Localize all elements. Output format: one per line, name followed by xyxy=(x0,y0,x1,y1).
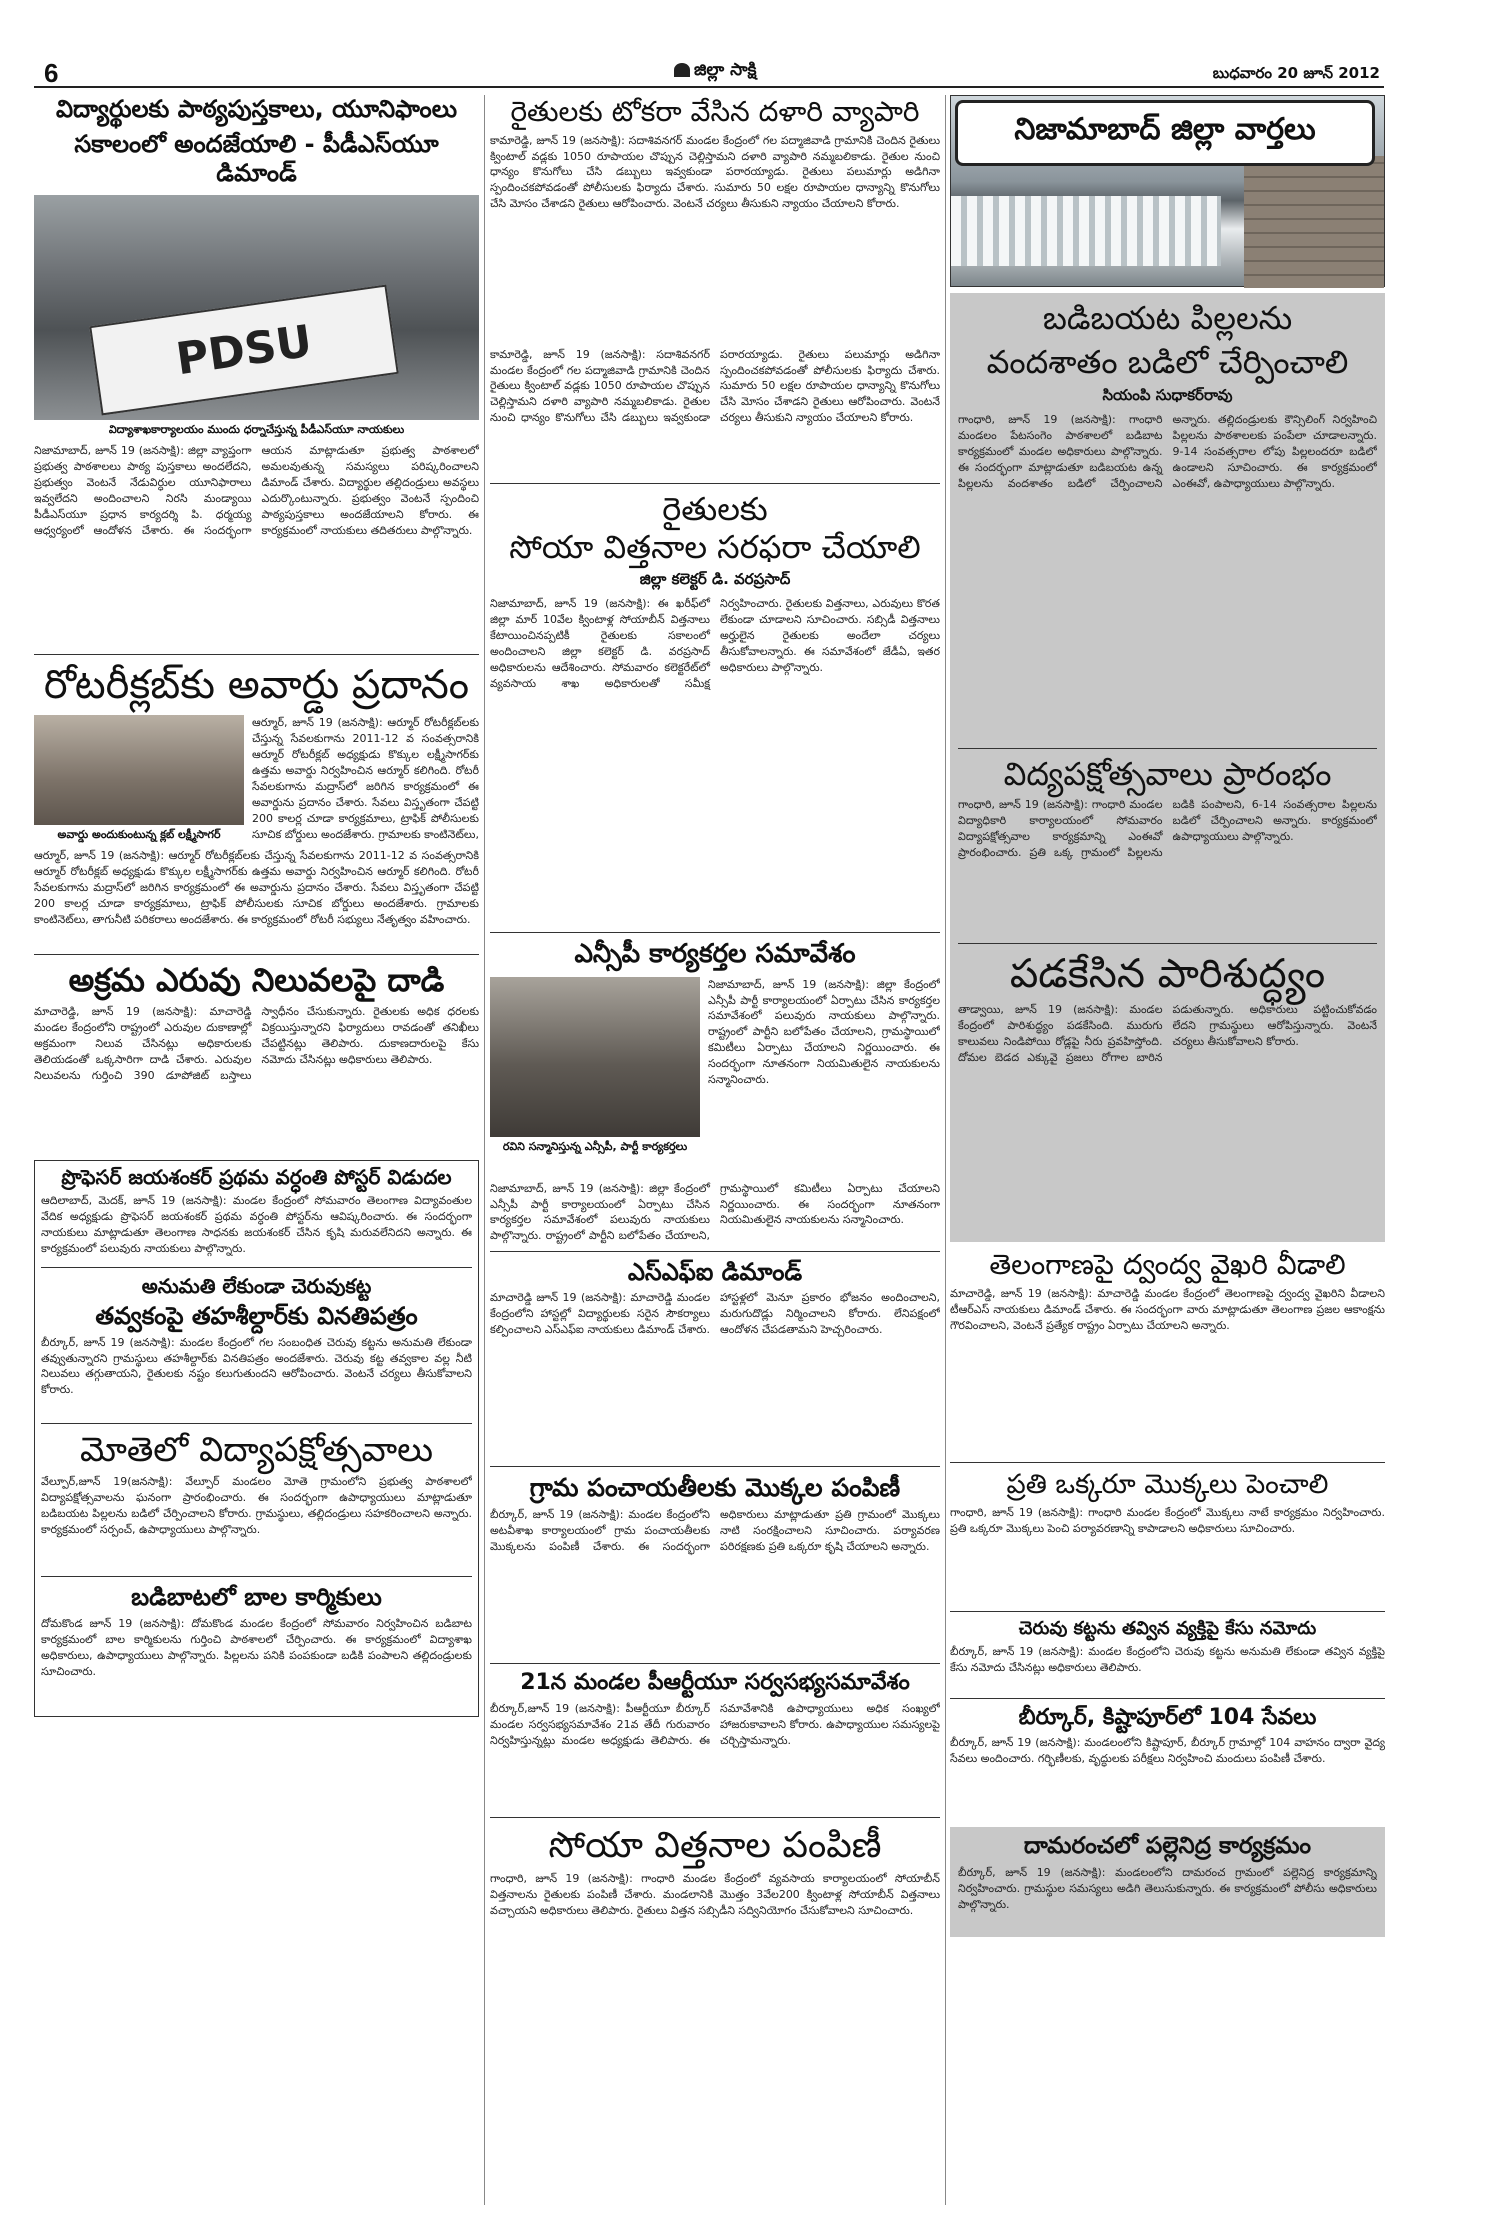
article-body: కామారెడ్డి, జూన్ 19 (జనసాక్షి): సదాశివనగర్ మండల కేంద్రంలో గల పద్మాజివాడి గ్రామానికి చెందిన రైతులు క్వింటాల్ వడ్లకు 1050 రూపాయల చొప్పున చెల్లిస్తామని దళారి వ్యాపారి నమ్మబలికాడు. రైతుల నుంచి ధాన్యం కొనుగోలు చేసి డబ్బులు ఇవ్వకుండా పరారయ్యాడు. రైతులు పలుమార్లు అడిగినా స్పందించకపోవడంతో పోలీసులకు ఫిర్యాదు చేశారు. సుమారు 50 లక్షల రూపాయల ధాన్యాన్ని కొనుగోలు చేసి మోసం చేశాడని రైతులు ఆరోపించారు. వెంటనే చర్యలు తీసుకుని న్యాయం చేయాలని కోరారు. xyxy=(490,133,940,211)
article-body-continued: నిజామాబాద్, జూన్ 19 (జనసాక్షి): జిల్లా కేంద్రంలో ఎన్సీపీ పార్టీ కార్యాలయంలో ఏర్పాటు చేసిన కార్యకర్తల సమావేశంలో పలువురు నాయకులు పాల్గొన్నారు. రాష్ట్రంలో పార్టీని బలోపేతం చేయాలని, గ్రామస్థాయిలో కమిటీలు ఏర్పాటు చేయాలని నిర్ణయించారు. ఈ సందర్భంగా నూతనంగా నియమితులైన నాయకులను సన్మానించారు. xyxy=(490,1181,940,1243)
article-body: మాచారెడ్డి, జూన్ 19 (జనసాక్షి): మాచారెడ్డి మండల కేంద్రంలోని రాష్ట్రంలో ఎరువుల దుకాణాల్లో అక్రమంగా నిలువ చేసినట్లు అధికారులకు తెలియడంతో ఒక్కసారిగా దాడి చేశారు. ఎరువుల నిలువలను గుర్తించి 390 డూపోజిట్ బస్తాలు స్వాధీనం చేసుకున్నారు. రైతులకు అధిక ధరలకు విక్రయిస్తున్నారని ఫిర్యాదులు రావడంతో తనిఖీలు చేపట్టినట్లు తెలిపారు. దుకాణదారులపై కేసు నమోదు చేసినట్లు అధికారులు తెలిపారు. xyxy=(34,1004,479,1082)
headline: సకాలంలో అందజేయాలి - పీడీఎస్‌యూ డిమాండ్ xyxy=(74,129,439,187)
issue-date: బుధవారం 20 జూన్ 2012 xyxy=(1212,64,1380,82)
headline: విద్యపక్షోత్సవాలు ప్రారంభం xyxy=(1003,754,1332,793)
article-body: మాచారెడ్డి, జూన్ 19 (జనసాక్షి): మాచారెడ్డి మండల కేంద్రంలో తెలంగాణపై ద్వంద్వ వైఖరిని వీడాలని టీఆర్ఎస్ నాయకులు డిమాండ్ చేశారు. ఈ సందర్భంగా వారు మాట్లాడుతూ తెలంగాణ ప్రజల ఆకాంక్షను గౌరవించాలని, వెంటనే ప్రత్యేక రాష్ట్రం ఏర్పాటు చేయాలని అన్నారు. xyxy=(950,1286,1385,1332)
column-left xyxy=(34,95,479,1723)
article-body: గాంధారి, జూన్ 19 (జనసాక్షి): గాంధారి మండల కేంద్రంలో వ్యవసాయ కార్యాలయంలో సోయాబీన్ విత్తనాలను రైతులకు పంపిణీ చేశారు. మండలానికి మొత్తం 3వేల200 క్వింటాళ్ల సోయాబీన్ విత్తనాలు వచ్చాయని అధికారులు తెలిపారు. రైతులు విత్తన సబ్సిడీని సద్వినియోగం చేసుకోవాలని సూచించారు. xyxy=(490,1871,940,1917)
gray-panel xyxy=(950,1827,1385,1937)
protest-photo xyxy=(34,195,479,420)
headline: పడకేసిన పారిశుద్ధ్యం xyxy=(1009,951,1326,998)
headline: అనుమతి లేకుండా చెరువుకట్ట xyxy=(141,1273,372,1298)
headline: మోతెలో విద్యాపక్షోత్సవాలు xyxy=(79,1429,434,1470)
pdsu-banner: PDSU xyxy=(89,285,399,416)
paper-name: జిల్లా సాక్షి xyxy=(694,60,757,80)
headline: 21న మండల పీఆర్టీయూ సర్వసభ్యసమావేశం xyxy=(520,1670,910,1696)
headline: బడిబాటలో బాల కార్మికులు xyxy=(131,1583,382,1612)
article-body: ఆదిలాబాద్, మెదక్, జూన్ 19 (జనసాక్షి): మండల కేంద్రంలో సోమవారం తెలంగాణ విద్యావంతుల వేదిక అధ్యక్షుడు ప్రొఫెసర్ జయశంకర్ ప్రథమ వర్ధంతి పోస్టర్‌ను ఆవిష్కరించారు. ఈ సందర్భంగా నాయకులు మాట్లాడుతూ తెలంగాణ సాధనకు జయశంకర్ చేసిన కృషి మరువలేనిదని అన్నారు. ఈ కార్యక్రమంలో పలువురు నాయకులు పాల్గొన్నారు. xyxy=(41,1193,472,1255)
article-body: బీర్కూర్,జూన్ 19 (జనసాక్షి): పీఆర్టీయూ బీర్కూర్ మండల సర్వసభ్యసమావేశం 21వ తేదీ గురువారం నిర్వహిస్తున్నట్లు మండల అధ్యక్షుడు తెలిపారు. ఈ సమావేశానికి ఉపాధ్యాయులు అధిక సంఖ్యలో హాజరుకావాలని కోరారు. ఉపాధ్యాయుల సమస్యలపై చర్చిస్తామన్నారు. xyxy=(490,1701,940,1747)
sun-logo-icon xyxy=(674,63,690,77)
divider xyxy=(490,1663,940,1664)
photo-caption: విద్యాశాఖకార్యాలయం ముందు ధర్నాచేస్తున్న పీడీఎస్‌యూ నాయకులు xyxy=(108,423,405,437)
photo-block xyxy=(490,977,700,1177)
article-body: గాంధారి, జూన్ 19 (జనసాక్షి): గాంధారి మండలం పేటసంగెం పాఠశాలలో బడిబాట కార్యక్రమంలో మండల అధికారులు పాల్గొన్నారు. ఈ సందర్భంగా మాట్లాడుతూ బడిబయట ఉన్న పిల్లలను వందశాతం బడిలో చేర్పించాలని అన్నారు. తల్లిదండ్రులకు కౌన్సిలింగ్ నిర్వహించి పిల్లలను పాఠశాలలకు పంపేలా చూడాలన్నారు. 9-14 సంవత్సరాల లోపు పిల్లలందరూ బడిలో ఉండాలని సూచించారు. ఈ కార్యక్రమంలో ఎంఈవో, ఉపాధ్యాయులు పాల్గొన్నారు. xyxy=(958,412,1377,490)
divider xyxy=(490,1817,940,1818)
banner-title: నిజామాబాద్ జిల్లా వార్తలు xyxy=(955,100,1375,166)
divider xyxy=(34,654,479,655)
column-middle xyxy=(490,95,940,1965)
headline: తవ్వకంపై తహశీల్దార్‌కు వినతిపత్రం xyxy=(95,1301,418,1330)
divider xyxy=(950,1611,1385,1612)
headline: చెరువు కట్టను తవ్విన వ్యక్తిపై కేసు నమోదు xyxy=(1018,1618,1317,1640)
divider xyxy=(958,943,1377,944)
article-body: వేల్పూర్,జూన్ 19(జనసాక్షి): వేల్పూర్ మండలం మోతె గ్రామంలోని ప్రభుత్వ పాఠశాలలో విద్యాపక్షోత్సవాలను ఘనంగా ప్రారంభించారు. ఈ సందర్భంగా ఉపాధ్యాయులు మాట్లాడుతూ బడిబయట పిల్లలను బడిలో చేర్పించాలని కోరారు. గ్రామస్థులు, తల్లిదండ్రులు సహకరించాలని అన్నారు. కార్యక్రమంలో సర్పంచ్, ఉపాధ్యాయులు పాల్గొన్నారు. xyxy=(41,1475,472,1537)
headline: విద్యార్థులకు పాఠ్యపుస్తకాలు, యూనిఫాంలు xyxy=(55,95,458,123)
article-body: బీర్కూర్, జూన్ 19 (జనసాక్షి): మండల కేంద్రంలోని చెరువు కట్టను అనుమతి లేకుండా తవ్విన వ్యక్తిపై కేసు నమోదు చేసినట్లు అధికారులు తెలిపారు. xyxy=(950,1644,1385,1674)
headline: రైతులకు టోకరా వేసిన దళారి వ్యాపారి xyxy=(510,95,920,128)
headline: అక్రమ ఎరువు నిలువలపై దాడి xyxy=(68,961,445,1000)
headline: సోయా విత్తనాల పంపిణీ xyxy=(548,1824,882,1866)
headline: ప్రొఫెసర్ జయశంకర్ ప్రథమ వర్ధంతి పోస్టర్ విడుదల xyxy=(61,1164,452,1189)
headline: ఎన్సీపీ కార్యకర్తల సమావేశం xyxy=(574,939,856,970)
article-body: బీర్కూర్, జూన్ 19 (జనసాక్షి): మండలంలోని దామరంచ గ్రామంలో పల్లెనిద్ర కార్యక్రమాన్ని నిర్వహించారు. గ్రామస్థుల సమస్యలు అడిగి తెలుసుకున్నారు. ఈ కార్యక్రమంలో పోలీసు అధికారులు పాల్గొన్నారు. xyxy=(958,1865,1377,1911)
headline: బడిబయట పిల్లలను xyxy=(1042,299,1293,337)
article-body: ఆర్మూర్, జూన్ 19 (జనసాక్షి): ఆర్మూర్ రోటరీక్లబ్‌లకు చేస్తున్న సేవలకుగాను 2011-12 వ సంవత్సరానికి ఆర్మూర్ రోటరీక్లబ్ అధ్యక్షుడు కొక్కుల లక్ష్మీసాగర్‌కు ఉత్తమ అవార్డు నిర్వహించిన ఆర్మూర్ కలిగింది. రోటరీ సేవలకుగాను మద్రాస్‌లో జరిగిన కార్యక్రమంలో ఈ అవార్డును ప్రదానం చేశారు. సేవలు విస్తృతంగా చేపట్టి 200 కాలర్ల చూడా కార్యక్రమాలు, ట్రాఫిక్ పోలీసులకు సూచిక బోర్డులు అందజేశారు. గ్రామాలకు కాంటినెట్‌లు, xyxy=(252,716,479,841)
fort-tower-image xyxy=(1244,156,1384,288)
article-body: నిజామాబాద్, జూన్ 19 (జనసాక్షి): జిల్లా వ్యాప్తంగా ప్రభుత్వ పాఠశాలలు పాఠ్య పుస్తకాలు అందలేదని, ప్రభుత్వం వెంటనే నేడువిర్ధుల యూనిఫారాలు ఇవ్వలేదని అందించాలని నిరసి మండ్యాయి పీడీఎస్‌యూ ప్రధాన కార్యదర్శి పి. ధర్మయ్య ఆధ్వర్యంలో ఆందోళన చేశారు. ఈ సందర్భంగా ఆయన మాట్లాడుతూ ప్రభుత్వ పాఠశాలలో అమలవుతున్న సమస్యలు పరిష్కరించాలని డిమాండ్ చేశారు. విద్యార్థుల తల్లిదండ్రులు అవస్థలు ఎదుర్కొంటున్నారు. ప్రభుత్వం వెంటనే స్పందించి పాఠ్యపుస్తకాలు అందజేయాలని కోరారు. ఈ కార్యక్రమంలో నాయకులు తదితరులు పాల్గొన్నారు. xyxy=(34,444,479,538)
article-body: బీర్కూర్, జూన్ 19 (జనసాక్షి): మండల కేంద్రంలో గల సంబంధిత చెరువు కట్టను అనుమతి లేకుండా తవ్వుతున్నారని గ్రామస్థులు తహశీల్దార్‌కు వినతిపత్రం అందజేశారు. చెరువు కట్ట తవ్వకాల వల్ల నీటి నిలువలు తగ్గుతాయని, రైతులకు నష్టం కలుగుతుందని ఆరోపించారు. వెంటనే చర్యలు తీసుకోవాలని కోరారు. xyxy=(41,1335,472,1397)
headline: గ్రామ పంచాయతీలకు మొక్కల పంపిణీ xyxy=(529,1473,901,1503)
district-news-banner xyxy=(950,95,1385,287)
gray-panel xyxy=(950,293,1385,1242)
article-body: మాచారెడ్డి జూన్ 19 (జనసాక్షి): మాచారెడ్డి మండల కేంద్రంలోని హాస్టల్లో విద్యార్థులకు సరైన సౌకర్యాలు కల్పించాలని ఎస్ఎఫ్ఐ నాయకులు డిమాండ్ చేశారు. హాస్టళ్లలో మెనూ ప్రకారం భోజనం అందించాలని, మరుగుదొడ్లు నిర్మించాలని కోరారు. లేనిపక్షంలో ఆందోళన చేపడతామని హెచ్చరించారు. xyxy=(490,1291,940,1337)
boxed-article xyxy=(34,1160,479,1717)
article-body: గాంధారి, జూన్ 19 (జనసాక్షి): గాంధారి మండల విద్యాధికారి కార్యాలయంలో సోమవారం విద్యాపక్షోత్సవాల కార్యక్రమాన్ని ఎంఈవో ప్రారంభించారు. ప్రతి ఒక్క గ్రామంలో పిల్లలను బడికి పంపాలని, 6-14 సంవత్సరాల పిల్లలను బడిలో చేర్పించాలని అన్నారు. కార్యక్రమంలో ఉపాధ్యాయులు పాల్గొన్నారు. xyxy=(958,798,1377,859)
article-row xyxy=(490,977,940,1177)
article-body: దోమకొండ జూన్ 19 (జనసాక్షి): దోమకొండ మండల కేంద్రంలో సోమవారం నిర్వహించిన బడిబాట కార్యక్రమంలో బాల కార్మికులను గుర్తించి పాఠశాలలో చేర్పించారు. ఈ కార్యక్రమంలో విద్యాశాఖ అధికారులు, ఉపాధ్యాయులు పాల్గొన్నారు. పిల్లలను పనికి పంపకుండా బడికి పంపాలని తల్లిదండ్రులకు సూచించారు. xyxy=(41,1617,472,1678)
article-body: బీర్కూర్, జూన్ 19 (జనసాక్షి): మండల కేంద్రంలోని అటవీశాఖ కార్యాలయంలో గ్రామ పంచాయతీలకు మొక్కలను పంపిణీ చేశారు. ఈ సందర్భంగా అధికారులు మాట్లాడుతూ ప్రతి గ్రామంలో మొక్కలు నాటి సంరక్షించాలని సూచించారు. పర్యావరణ పరిరక్షణకు ప్రతి ఒక్కరూ కృషి చేయాలని అన్నారు. xyxy=(490,1508,940,1554)
divider xyxy=(950,1462,1385,1463)
photo-block xyxy=(34,715,244,844)
headline: వందశాతం బడిలో చేర్పించాలి xyxy=(986,343,1349,382)
article-body: బీర్కూర్, జూన్ 19 (జనసాక్షి): మండలంలోని కిష్టాపూర్, బీర్కూర్ గ్రామాల్లో 104 వాహనం ద్వారా వైద్య సేవలు అందించారు. గర్భిణీలకు, వృద్ధులకు పరీక్షలు నిర్వహించి మందులు పంపిణీ చేశారు. xyxy=(950,1736,1385,1766)
article-body-continued: కామారెడ్డి, జూన్ 19 (జనసాక్షి): సదాశివనగర్ మండల కేంద్రంలో గల పద్మాజివాడి గ్రామానికి చెందిన రైతులు క్వింటాల్ వడ్లకు 1050 రూపాయల చొప్పున చెల్లిస్తామని దళారి వ్యాపారి నమ్మబలికాడు. రైతుల నుంచి ధాన్యం కొనుగోలు చేసి డబ్బులు ఇవ్వకుండా పరారయ్యాడు. రైతులు పలుమార్లు అడిగినా స్పందించకపోవడంతో పోలీసులకు ఫిర్యాదు చేశారు. సుమారు 50 లక్షల రూపాయల ధాన్యాన్ని కొనుగోలు చేసి మోసం చేశాడని రైతులు ఆరోపించారు. వెంటనే చర్యలు తీసుకుని న్యాయం చేయాలని కోరారు. xyxy=(490,347,940,425)
headline: తెలంగాణపై ద్వంద్వ వైఖరి వీడాలి xyxy=(989,1248,1346,1282)
column-divider xyxy=(945,95,946,2205)
headline: ఎస్ఎఫ్ఐ డిమాండ్ xyxy=(627,1257,803,1286)
dam-water-image xyxy=(951,196,1221,266)
article-body: తాడ్వాయి, జూన్ 19 (జనసాక్షి): మండల కేంద్రంలో పారిశుద్ధ్యం పడకేసింది. మురుగు కాలువలు నిండిపోయి రోడ్లపై నీరు ప్రవహిస్తోంది. దోమల బెడద ఎక్కువై ప్రజలు రోగాల బారిన పడుతున్నారు. అధికారులు పట్టించుకోవడం లేదని గ్రామస్థులు ఆరోపిస్తున్నారు. వెంటనే చర్యలు తీసుకోవాలని కోరారు. xyxy=(958,1003,1377,1064)
divider xyxy=(958,748,1377,749)
column-right xyxy=(950,95,1385,1937)
headline: దామరంచలో పల్లెనిద్ర కార్యక్రమం xyxy=(1023,1833,1312,1860)
article-body: గాంధారి, జూన్ 19 (జనసాక్షి): గాంధారి మండల కేంద్రంలో మొక్కలు నాటే కార్యక్రమం నిర్వహించారు. ప్రతి ఒక్కరూ మొక్కలు పెంచి పర్యావరణాన్ని కాపాడాలని అధికారులు సూచించారు. xyxy=(950,1506,1385,1536)
article-body: నిజామాబాద్, జూన్ 19 (జనసాక్షి): జిల్లా కేంద్రంలో ఎన్సీపీ పార్టీ కార్యాలయంలో ఏర్పాటు చేసిన కార్యకర్తల సమావేశంలో పలువురు నాయకులు పాల్గొన్నారు. రాష్ట్రంలో పార్టీని బలోపేతం చేయాలని, గ్రామస్థాయిలో కమిటీలు ఏర్పాటు చేయాలని నిర్ణయించారు. ఈ సందర్భంగా నూతనంగా నియమితులైన నాయకులను సన్మానించారు. xyxy=(708,977,940,1087)
divider xyxy=(490,483,940,484)
masthead xyxy=(34,60,1384,88)
divider xyxy=(41,1423,472,1424)
headline: సోయా విత్తనాల సరఫరా చేయాలి xyxy=(509,527,921,566)
article-body-continued: ఆర్మూర్, జూన్ 19 (జనసాక్షి): ఆర్మూర్ రోటరీక్లబ్‌లకు చేస్తున్న సేవలకుగాను 2011-12 వ సంవత్సరానికి ఆర్మూర్ రోటరీక్లబ్ అధ్యక్షుడు కొక్కుల లక్ష్మీసాగర్‌కు ఉత్తమ అవార్డు నిర్వహించిన ఆర్మూర్ కలిగింది. రోటరీ సేవలకుగాను మద్రాస్‌లో జరిగిన కార్యక్రమంలో ఈ అవార్డును ప్రదానం చేశారు. సేవలు విస్తృతంగా చేపట్టి 200 కాలర్ల చూడా కార్యక్రమాలు, ట్రాఫిక్ పోలీసులకు సూచిక బోర్డులు అందజేశారు. గ్రామాలకు కాంటినెట్‌లు, తాగునీటి పరికరాలు అందజేశారు. ఈ కార్యక్రమంలో రోటరీ సభ్యులు నేతృత్వం వహించారు. xyxy=(34,849,479,927)
headline: రైతులకు xyxy=(662,489,768,528)
divider xyxy=(41,1267,472,1268)
headline: బీర్కూర్, కిష్టాపూర్‌లో 104 సేవలు xyxy=(1018,1704,1317,1730)
meeting-photo xyxy=(490,977,700,1137)
photo-caption: రవిని సన్మానిస్తున్న ఎన్సీపీ, పార్టీ కార్యకర్తలు xyxy=(502,1139,688,1153)
headline: ప్రతి ఒక్కరూ మొక్కలు పెంచాలి xyxy=(1006,1468,1329,1500)
photo-caption: అవార్డు అందుకుంటున్న క్లబ్ లక్ష్మీసాగర్ xyxy=(57,828,221,842)
byline: జిల్లా కలెక్టర్ డి. వరప్రసాద్ xyxy=(639,570,791,589)
divider xyxy=(490,1251,940,1252)
divider xyxy=(490,1466,940,1467)
page-number: 6 xyxy=(44,58,59,88)
award-photo xyxy=(34,715,244,825)
article-row xyxy=(34,715,479,844)
article-body: నిజామాబాద్, జూన్ 19 (జనసాక్షి): ఈ ఖరీఫ్‌లో జిల్లా మార్ 10వేల క్వింటాళ్ల సోయాబీన్ విత్తనాలు కేటాయించినప్పటికీ రైతులకు సకాలంలో అందించాలని జిల్లా కలెక్టర్ డి. వరప్రసాద్ అధికారులను ఆదేశించారు. సోమవారం కలెక్టరేట్‌లో వ్యవసాయ శాఖ అధికారులతో సమీక్ష నిర్వహించారు. రైతులకు విత్తనాలు, ఎరువులు కొరత లేకుండా చూడాలని సూచించారు. సబ్సిడీ విత్తనాలు అర్హులైన రైతులకు అందేలా చర్యలు తీసుకోవాలన్నారు. ఈ సమావేశంలో జేడీఏ, ఇతర అధికారులు పాల్గొన్నారు. xyxy=(490,597,940,691)
divider xyxy=(34,954,479,955)
byline: సియంపి సుధాకర్‌రావు xyxy=(1102,385,1233,404)
divider xyxy=(41,1576,472,1577)
paper-logo xyxy=(674,60,757,84)
column-divider xyxy=(484,95,485,2205)
divider xyxy=(490,932,940,933)
divider xyxy=(950,1698,1385,1699)
headline: రోటరీక్లబ్‌కు అవార్డు ప్రదానం xyxy=(43,662,470,709)
